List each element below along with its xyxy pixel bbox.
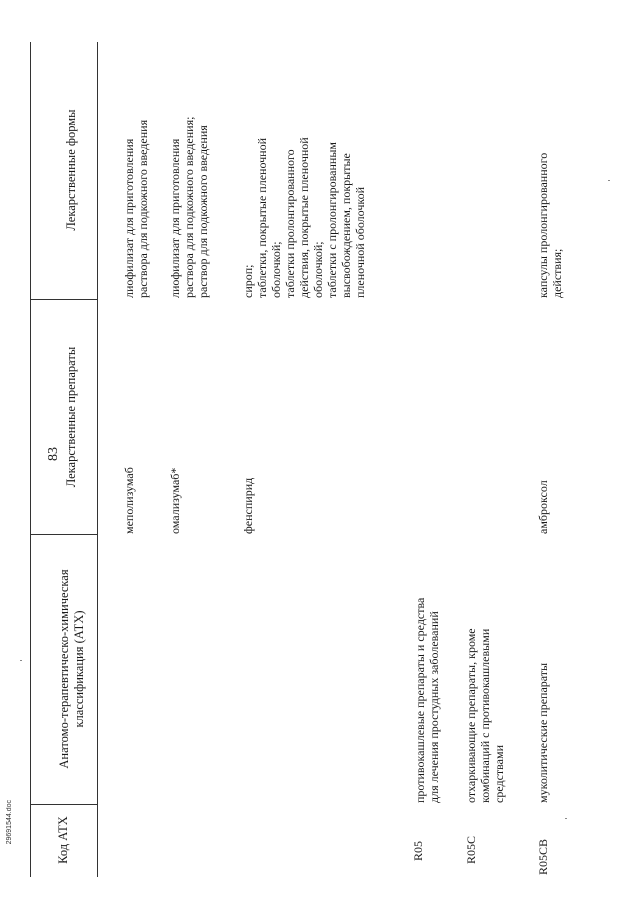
table-row-5-atc: муколитические препараты <box>536 662 550 803</box>
header-form: Лекарственные формы <box>64 109 78 231</box>
scan-speck <box>565 818 567 819</box>
table-row-4-atc: отхаркивающие препараты, кроме комбинаций с противокашлевыми средствами <box>464 628 506 803</box>
col-divider-3 <box>30 299 97 300</box>
header-atc: Анатомо-терапевтическо-химическая классификация (АТХ) <box>57 569 86 769</box>
table-row-1-drug: омализумаб* <box>168 467 182 534</box>
table-row-5-form: капсулы пролонгированного действия; <box>536 152 564 298</box>
header-drug: Лекарственные препараты <box>64 346 78 488</box>
table-row-0-drug: меполизумаб <box>122 467 136 534</box>
table-top-rule <box>30 42 31 877</box>
table-header-rule <box>97 42 98 877</box>
table-row-3-atc: противокашлевые препараты и средства для лечения простудных заболеваний <box>413 597 441 803</box>
scan-speck <box>608 180 610 181</box>
page-number: 83 <box>46 447 61 461</box>
scan-speck <box>20 660 22 661</box>
table-row-2-form: сироп; таблетки, покрытые пленочной оболочкой; таблетки пролонгированного действия, покрытые пленочной оболочкой; таблетки с пролонгированным высвобождением, покрытые пленочной оболочкой <box>241 137 367 298</box>
table-row-0-form: лиофилизат для приготовления раствора для подкожного введения <box>122 119 150 298</box>
table-row-3-code: R05 <box>411 840 425 861</box>
header-code: Код АТХ <box>56 816 70 864</box>
table-row-4-code: R05C <box>464 835 478 864</box>
table-row-2-drug: фенспирид <box>241 477 255 534</box>
table-row-5-code: R05CB <box>536 838 550 875</box>
document-footer-id: 29691544.doc <box>6 800 13 845</box>
table-row-1-form: лиофилизат для приготовления раствора для подкожного введения; раствор для подкожного введения <box>168 116 210 298</box>
table-row-5-drug: амброксол <box>536 480 550 534</box>
